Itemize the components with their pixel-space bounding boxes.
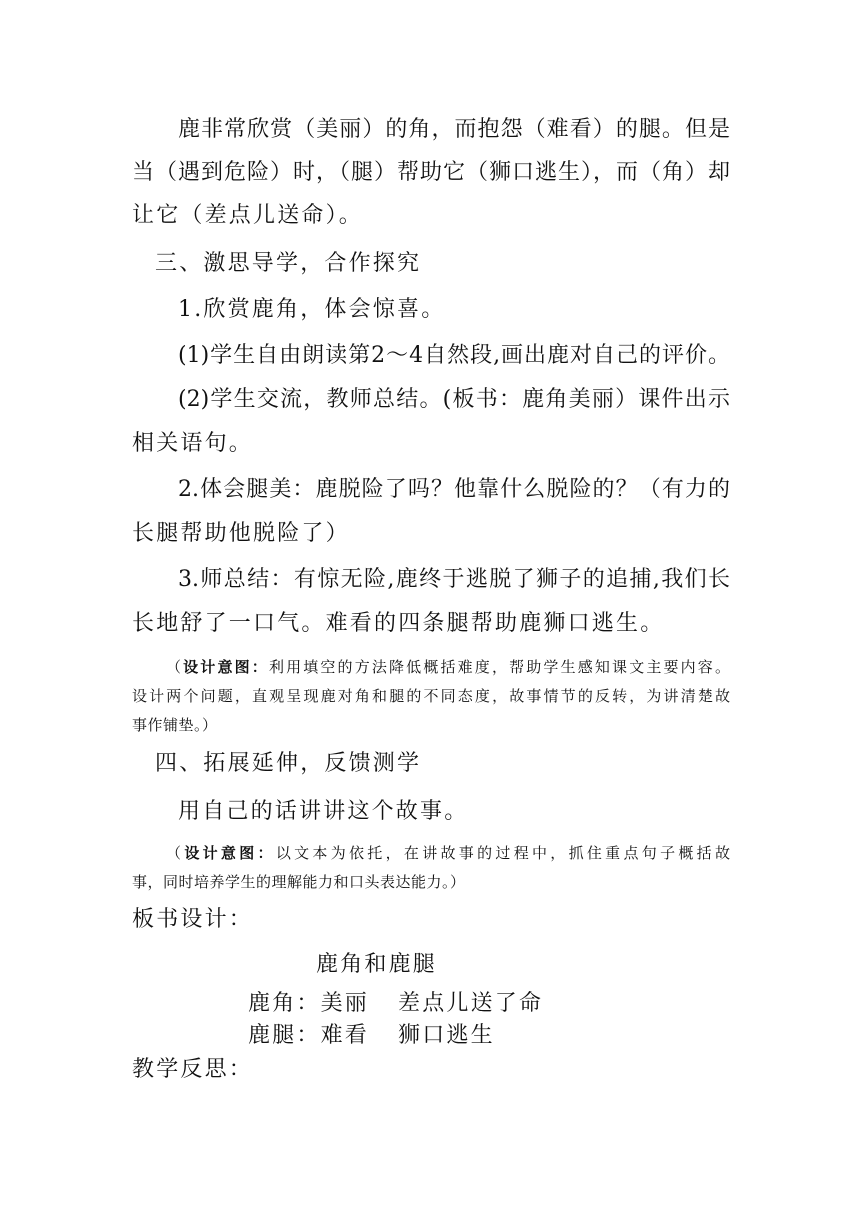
section3-item2-line2: 长腿帮助他脱险了） [132, 521, 350, 546]
section3-item3-line2: 长地舒了一口气。难看的四条腿帮助鹿狮口逃生。 [132, 611, 665, 636]
section3-item3-line1: 3.师总结：有惊无险,鹿终于逃脱了狮子的追捕,我们长 [178, 567, 730, 592]
section3-item1: 1.欣赏鹿角，体会惊喜。 [178, 297, 446, 322]
board-row2-label: 鹿腿：难看 [248, 1023, 370, 1048]
design-note-open-paren: （ [166, 658, 184, 676]
summary-line-2: 当（遇到危险）时，（腿）帮助它（狮口逃生），而（角）却 [132, 160, 730, 185]
board-row2-value: 狮口逃生 [398, 1023, 495, 1048]
design-note-label: 设计意图： [183, 658, 269, 676]
section4-design-note-line2: 事，同时培养学生的理解能力和口头表达能力。） [132, 873, 466, 891]
board-row1-label: 鹿角：美丽 [248, 991, 370, 1016]
section4-design-note-line1 [166, 842, 730, 864]
summary-line-3: 让它（差点儿送命）。 [132, 203, 364, 228]
design-note-text: 以文本为依托，在讲故事的过程中，抓住重点句子概括故 [275, 844, 730, 862]
section3-design-note-line1 [166, 656, 730, 678]
section3-item1-sub2-line1: (2)学生交流，教师总结。(板书：鹿角美丽）课件出示 [178, 387, 730, 412]
section3-heading: 三、激思导学，合作探究 [155, 251, 422, 276]
board-title: 鹿角和鹿腿 [316, 952, 438, 977]
section3-item2-line1: 2.体会腿美：鹿脱险了吗？他靠什么脱险的？（有力的 [178, 477, 730, 502]
design-note-text: 利用填空的方法降低概括难度，帮助学生感知课文主要内容。 [268, 658, 730, 676]
board-row1-value: 差点儿送了命 [398, 991, 544, 1016]
section4-heading: 四、拓展延伸，反馈测学 [155, 751, 422, 776]
design-note-label: 设计意图： [184, 844, 276, 862]
section3-item1-sub1: (1)学生自由朗读第2～4自然段,画出鹿对自己的评价。 [178, 343, 730, 368]
section3-design-note-line2: 设计两个问题，直观呈现鹿对角和腿的不同态度，故事情节的反转，为讲清楚故 [132, 687, 730, 705]
section4-item: 用自己的话讲讲这个故事。 [178, 799, 469, 824]
design-note-open-paren: （ [166, 844, 185, 862]
section3-item1-sub2-line2: 相关语句。 [132, 431, 254, 456]
reflection-heading: 教学反思： [132, 1057, 254, 1082]
section3-design-note-line3: 事作铺垫。） [132, 716, 218, 734]
board-heading: 板书设计： [132, 907, 254, 932]
summary-line-1: 鹿非常欣赏（美丽）的角，而抱怨（难看）的腿。但是 [178, 117, 730, 142]
